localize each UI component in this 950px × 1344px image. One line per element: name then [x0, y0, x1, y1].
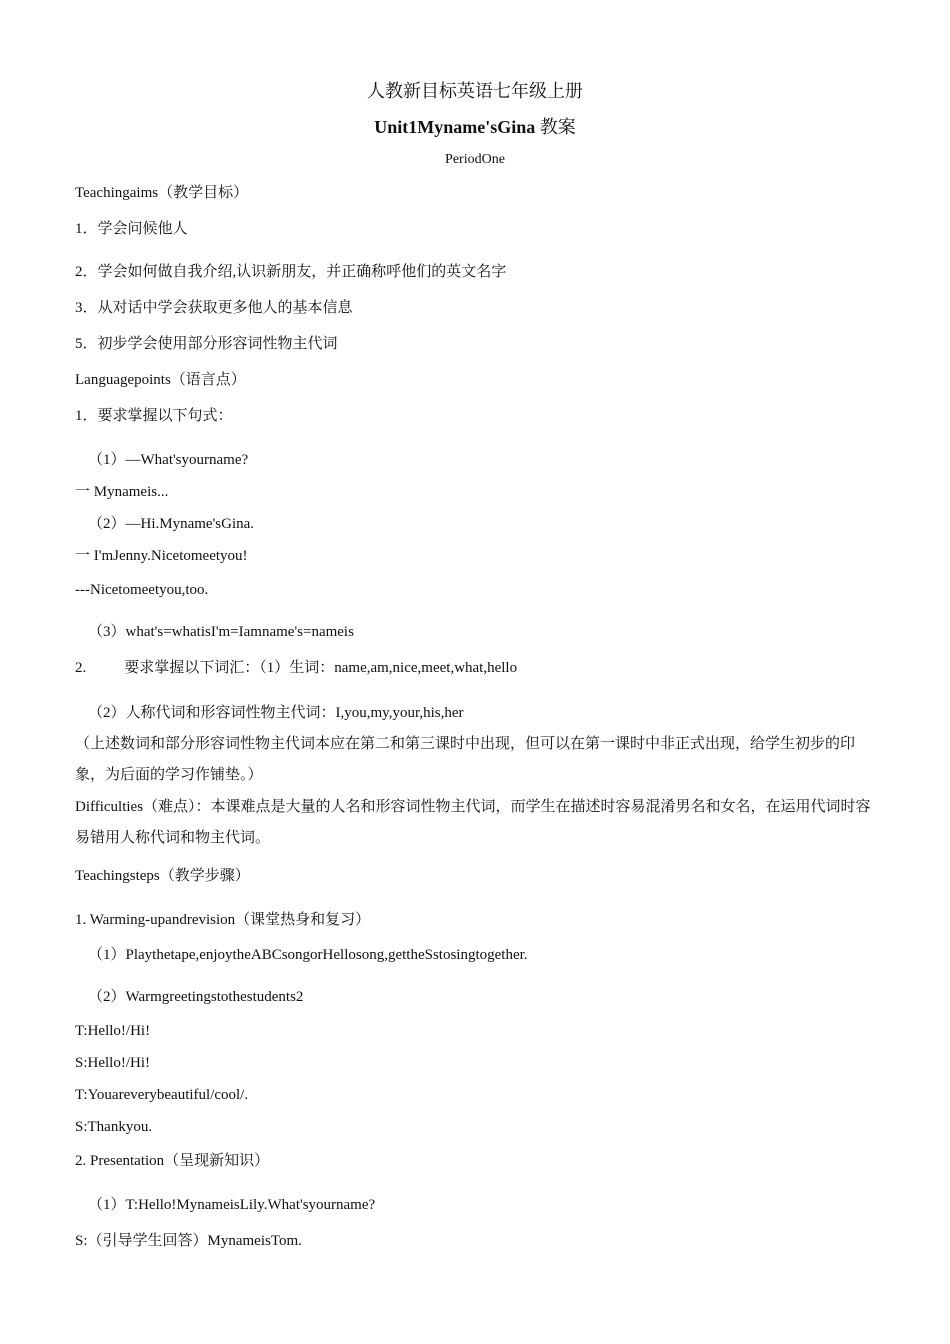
aim-item: 5．初步学会使用部分形容词性物主代词 [75, 336, 338, 352]
dialogue-line: T:Youareverybeautiful/cool/. [75, 1087, 249, 1103]
document-subtitle [0, 117, 950, 137]
section-language-points: Languagepoints（语言点） [75, 372, 246, 388]
dialogue-line: S:Hello!/Hi! [75, 1055, 150, 1071]
vocabulary-text: 要求掌握以下词汇：（1）生词：name,am,nice,meet,what,hello [124, 660, 518, 676]
dialogue-line: S:（引导学生回答）MynameisTom. [75, 1233, 302, 1249]
sentence-pattern: ---Nicetomeetyou,too. [75, 582, 209, 598]
section-teaching-aims: Teachingaims（教学目标） [75, 185, 249, 201]
note-paragraph: （上述数词和部分形容词性物主代词本应在第二和第三课时中出现，但可以在第一课时中非正式出现，给学生初步的印象，为后面的学习作铺垫。） [75, 736, 856, 783]
dialogue-line: S:Thankyou. [75, 1119, 153, 1135]
sentence-pattern: （2）—Hi.Myname'sGina. [88, 516, 255, 532]
document-title: 人教新目标英语七年级上册 [367, 81, 583, 101]
step-heading: 1. Warming-upandrevision（课堂热身和复习） [75, 912, 371, 928]
contraction-list: （3）what's=whatisI'm=Iamname's=nameis [88, 624, 354, 640]
sentence-pattern: 一 Mynameis... [75, 484, 169, 500]
item-number: 2. [75, 660, 87, 676]
step-item: （1）Playthetape,enjoytheABCsongorHellosong,gettheSstosingtogether. [88, 947, 528, 963]
aim-item: 1．学会问候他人 [75, 221, 188, 237]
step-item: （2）Warmgreetingstothestudents2 [88, 989, 304, 1005]
unit-title: Unit1Myname'sGina [374, 117, 536, 137]
step-heading: 2. Presentation（呈现新知识） [75, 1153, 270, 1169]
language-point-item: 1．要求掌握以下句式： [75, 408, 233, 424]
lesson-plan-label: 教案 [535, 117, 576, 137]
dialogue-line: T:Hello!/Hi! [75, 1023, 151, 1039]
aim-item: 2．学会如何做自我介绍,认识新朋友，并正确称呼他们的英文名字 [75, 264, 507, 280]
aim-item: 3．从对话中学会获取更多他人的基本信息 [75, 300, 353, 316]
vocabulary-item [75, 658, 875, 678]
step-item: （1）T:Hello!MynameisLily.What'syourname? [88, 1197, 376, 1213]
sentence-pattern: （1）—What'syourname? [88, 452, 249, 468]
pronoun-list: （2）人称代词和形容词性物主代词：I,you,my,your,his,her [88, 705, 464, 721]
section-teaching-steps: Teachingsteps（教学步骤） [75, 868, 250, 884]
sentence-pattern: 一 I'mJenny.Nicetomeetyou! [75, 548, 248, 564]
difficulties-paragraph: Difficulties（难点）：本课难点是大量的人名和形容词性物主代词，而学生在描述时容易混淆男名和女名，在运用代词时容易错用人称代词和物主代词。 [75, 799, 871, 846]
period-label: PeriodOne [445, 152, 505, 167]
